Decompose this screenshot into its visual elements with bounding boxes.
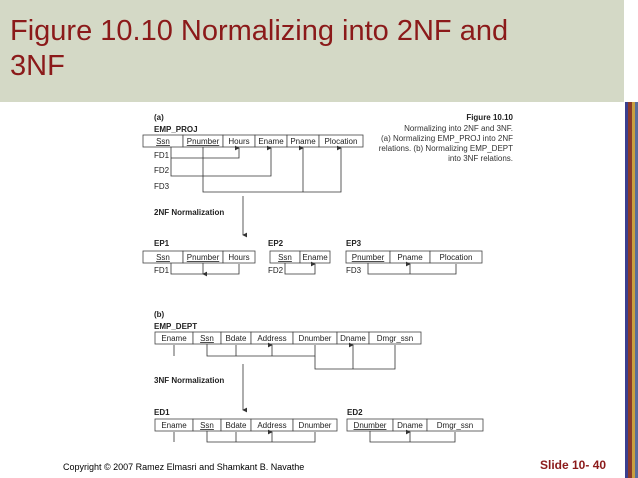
ep1-fd-label: FD1 (154, 266, 170, 275)
attr-ename: Ename (161, 334, 187, 343)
emp-proj-label: EMP_PROJ (154, 125, 198, 134)
fd-line (370, 431, 455, 442)
figure-caption-line: Normalizing into 2NF and 3NF. (404, 124, 513, 133)
ed2-label: ED2 (347, 408, 363, 417)
attr-plocation: Plocation (324, 137, 358, 146)
attr-plocation: Plocation (439, 253, 473, 262)
figure-caption-line: (a) Normalizing EMP_PROJ into 2NF (380, 134, 513, 143)
fd1-label: FD1 (154, 151, 170, 160)
ep2-table (270, 251, 330, 263)
attr-pname: Pname (397, 253, 423, 262)
figure-caption-line: relations. (b) Normalizing EMP_DEPT (378, 144, 513, 153)
figure-caption-line: into 3NF relations. (448, 154, 513, 163)
fd-line (171, 263, 239, 274)
attr-ssn: Ssn (200, 421, 214, 430)
ep3-table (346, 251, 482, 263)
emp-dept-table (155, 332, 421, 344)
slide-title: Figure 10.10 Normalizing into 2NF and 3NF (10, 15, 509, 82)
copyright: Copyright © 2007 Ramez Elmasri and Shamkant B. Navathe (63, 462, 305, 472)
part-b-label: (b) (154, 310, 165, 319)
fd-line (368, 263, 456, 274)
attr-hours: Hours (228, 137, 250, 146)
attr-pnumber: Pnumber (351, 253, 385, 262)
attr-ename: Ename (161, 421, 187, 430)
attr-dnumber: Dnumber (298, 421, 332, 430)
ep1-table (143, 251, 255, 263)
attr-ssn: Ssn (156, 253, 170, 262)
figure-caption-title: Figure 10.10 (466, 113, 513, 122)
attr-ssn: Ssn (278, 253, 292, 262)
fd-lines-a (171, 147, 341, 192)
attr-dnumber: Dnumber (298, 334, 332, 343)
emp-proj-table (143, 135, 363, 147)
attr-ssn: Ssn (156, 137, 170, 146)
attr-hours: Hours (228, 253, 250, 262)
fd-line (285, 263, 315, 274)
attr-ename: Ename (302, 253, 328, 262)
attr-address: Address (257, 421, 287, 430)
attr-dname: Dname (397, 421, 423, 430)
3nf-label: 3NF Normalization (154, 376, 225, 385)
fd-lines-b (174, 344, 395, 369)
attr-dmgr-ssn: Dmgr_ssn (436, 421, 474, 430)
attr-dname: Dname (340, 334, 366, 343)
attr-pname: Pname (290, 137, 316, 146)
ed1-label: ED1 (154, 408, 170, 417)
ed2-table (347, 419, 483, 431)
emp-dept-label: EMP_DEPT (154, 322, 198, 331)
attr-pnumber: Pnumber (186, 253, 220, 262)
attr-pnumber: Pnumber (186, 137, 220, 146)
ep2-fd-label: FD2 (268, 266, 284, 275)
attr-ename: Ename (258, 137, 284, 146)
attr-dnumber: Dnumber (353, 421, 387, 430)
attr-ssn: Ssn (200, 334, 214, 343)
ep3-fd-label: FD3 (346, 266, 362, 275)
fd3-label: FD3 (154, 182, 170, 191)
attr-dmgr-ssn: Dmgr_ssn (376, 334, 414, 343)
part-a-label: (a) (154, 113, 164, 122)
attr-address: Address (257, 334, 287, 343)
fd2-label: FD2 (154, 166, 170, 175)
attr-bdate: Bdate (225, 421, 247, 430)
attr-bdate: Bdate (225, 334, 247, 343)
ep1-label: EP1 (154, 239, 170, 248)
ed1-table (155, 419, 337, 431)
ep2-label: EP2 (268, 239, 284, 248)
2nf-label: 2NF Normalization (154, 208, 225, 217)
fd-line (174, 431, 315, 442)
ep3-label: EP3 (346, 239, 362, 248)
slide-number: Slide 10- 40 (540, 458, 607, 472)
